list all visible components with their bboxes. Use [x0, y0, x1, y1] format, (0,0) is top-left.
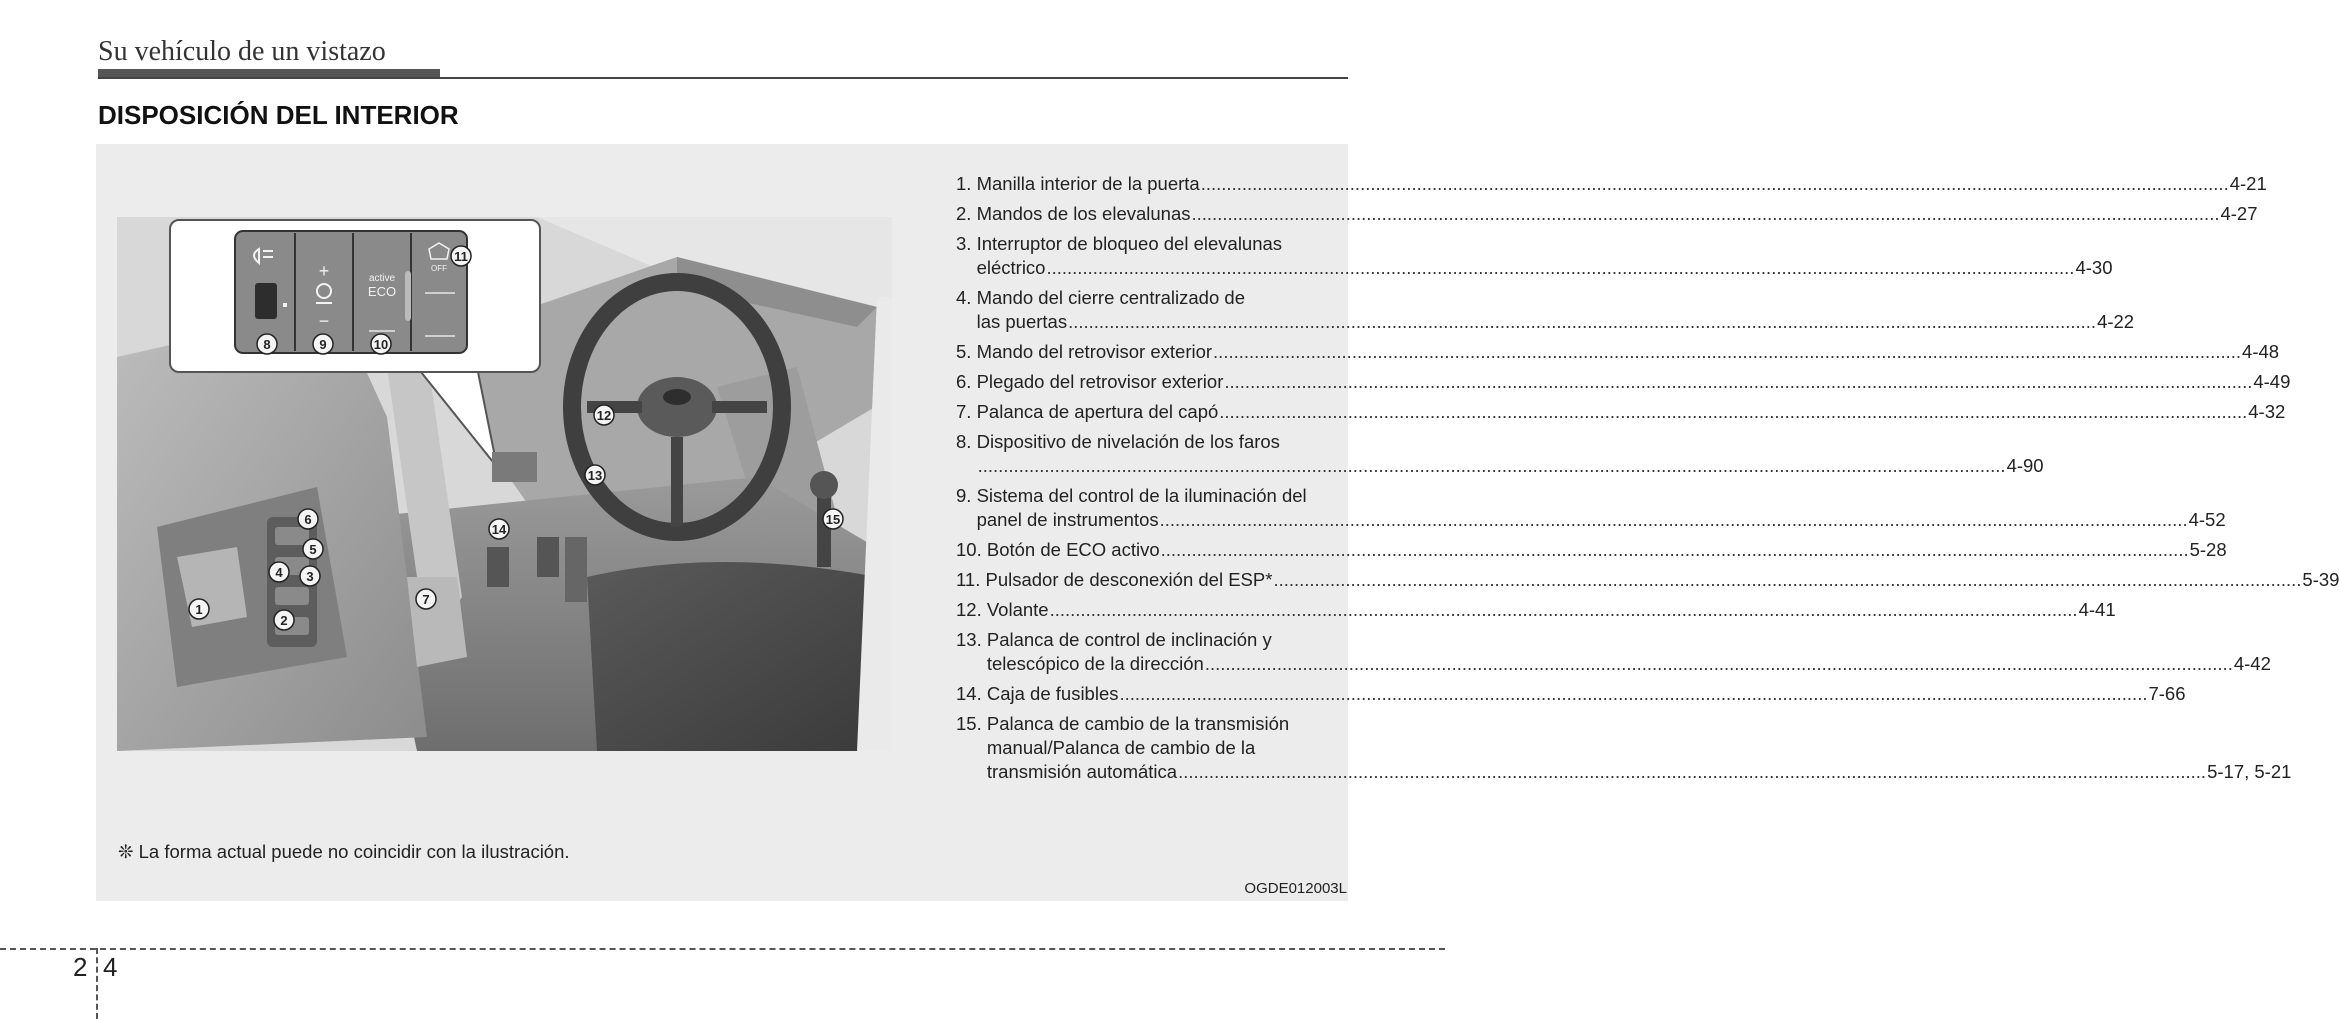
svg-text:13: 13	[587, 468, 603, 483]
legend-item-text: panel de instrumentos	[976, 509, 1159, 530]
legend-item	[956, 340, 2280, 364]
leveling-dial[interactable]	[255, 283, 277, 319]
svg-text:5: 5	[309, 542, 317, 557]
callout-8	[257, 334, 277, 354]
switch-detail-callout	[169, 219, 541, 373]
legend-item-text: Botón de ECO activo	[986, 539, 1160, 560]
leader-dots: ........................................................................................................................................................................................................	[977, 455, 2006, 476]
callout-11	[451, 246, 471, 266]
leader-dots: ........................................................................................................................................................................................................	[1191, 203, 2220, 224]
legend-item-text: Dispositivo de nivelación de los faros	[976, 431, 1280, 452]
legend-item-number: 15.	[956, 713, 987, 734]
callout-4	[269, 562, 289, 582]
legend-item-number: 13.	[956, 629, 987, 650]
footer-dashed-divider	[96, 948, 98, 1019]
leader-dots: ........................................................................................................................................................................................................	[1159, 509, 2188, 530]
svg-text:4: 4	[275, 565, 283, 580]
callout-5	[303, 539, 323, 559]
eco-label: ECO	[367, 284, 397, 299]
svg-text:11: 11	[454, 249, 468, 264]
callout-10	[371, 334, 391, 354]
legend-item-number: 10.	[956, 539, 987, 560]
legend-item-text: Mandos de los elevalunas	[976, 203, 1191, 224]
callout-6	[298, 509, 318, 529]
callout-7	[416, 589, 436, 609]
legend-item	[956, 202, 2258, 226]
legend-item-text: Palanca de control de inclinación y	[986, 629, 1272, 650]
legend-item-number: 1.	[956, 173, 977, 194]
legend-item-page: 4-30	[2075, 257, 2113, 278]
callout-15	[823, 509, 843, 529]
svg-text:10: 10	[373, 337, 389, 352]
illumination-minus-label: −	[318, 311, 330, 331]
legend-item-page: 4-42	[2233, 653, 2271, 674]
switch-panel-drawing	[171, 221, 539, 371]
leader-dots: ........................................................................................................................................................................................................	[1200, 173, 2229, 194]
legend-item-page: 4-48	[2242, 341, 2280, 362]
leader-dots: ........................................................................................................................................................................................................	[1219, 401, 2248, 422]
legend-item-number: 11.	[956, 569, 986, 590]
legend-item	[956, 430, 2044, 478]
legend-item-text: Sistema del control de la iluminación del	[976, 485, 1307, 506]
legend-item-number: 6.	[956, 371, 977, 392]
legend-item-text: telescópico de la dirección	[986, 653, 1204, 674]
legend-item-number: 2.	[956, 203, 977, 224]
svg-text:2: 2	[280, 613, 288, 628]
legend-item-text: transmisión automática	[986, 761, 1178, 782]
legend-item	[956, 484, 2226, 532]
leader-dots: ........................................................................................................................................................................................................	[1273, 569, 2302, 590]
legend-item-text: Volante	[986, 599, 1049, 620]
legend-item-text: Palanca de cambio de la transmisión	[986, 713, 1290, 734]
legend-item-page: 4-41	[2078, 599, 2116, 620]
legend-item-text: eléctrico	[976, 257, 1046, 278]
active-label: active	[368, 273, 396, 284]
callout-13	[585, 465, 605, 485]
legend-item-text: Manilla interior de la puerta	[976, 173, 1200, 194]
callout-2	[274, 610, 294, 630]
legend-item-page: 4-22	[2097, 311, 2135, 332]
legend-item-number: 4.	[956, 287, 977, 308]
svg-text:14: 14	[491, 522, 507, 537]
legend-item-text: Mando del retrovisor exterior	[976, 341, 1213, 362]
legend-item-text: Pulsador de desconexión del ESP*	[985, 569, 1273, 590]
svg-text:3: 3	[306, 569, 314, 584]
leader-dots: ........................................................................................................................................................................................................	[1049, 599, 2078, 620]
legend-item-text: Palanca de apertura del capó	[976, 401, 1219, 422]
legend-item-page: 4-90	[2006, 455, 2044, 476]
svg-text:9: 9	[319, 337, 327, 352]
svg-text:7: 7	[422, 592, 430, 607]
legend-item-number: 9.	[956, 485, 977, 506]
legend-item-number: 7.	[956, 401, 977, 422]
header-rule-thick	[98, 69, 440, 77]
legend-item	[956, 538, 2227, 562]
callout-14	[489, 519, 509, 539]
figure-code: OGDE012003L	[1244, 880, 1347, 897]
legend-item	[956, 172, 2267, 196]
legend-item	[956, 286, 2135, 334]
leader-dots: ........................................................................................................................................................................................................	[1068, 311, 2097, 332]
leader-dots: ........................................................................................................................................................................................................	[1213, 341, 2242, 362]
legend-item-page: 5-28	[2189, 539, 2227, 560]
legend-item	[956, 232, 2113, 280]
legend-item	[956, 712, 2292, 784]
leader-dots: ........................................................................................................................................................................................................	[1119, 683, 2148, 704]
callout-3	[300, 566, 320, 586]
svg-text:8: 8	[263, 337, 271, 352]
svg-text:6: 6	[304, 512, 312, 527]
leader-dots: ........................................................................................................................................................................................................	[1204, 653, 2233, 674]
page-number: 4	[103, 952, 118, 982]
legend-item-text: manual/Palanca de cambio de la	[986, 737, 1256, 758]
legend-item-page: 5-17, 5-21	[2207, 761, 2292, 782]
legend-item-page: 4-32	[2248, 401, 2286, 422]
legend-list	[956, 172, 2339, 790]
legend-item-text: Plegado del retrovisor exterior	[976, 371, 1224, 392]
svg-text:1: 1	[195, 602, 203, 617]
leader-dots: ........................................................................................................................................................................................................	[1224, 371, 2253, 392]
callout-9	[313, 334, 333, 354]
legend-item-text: las puertas	[976, 311, 1068, 332]
leader-dots: ........................................................................................................................................................................................................	[1160, 539, 2189, 560]
legend-item	[956, 568, 2339, 592]
legend-item-number: 14.	[956, 683, 987, 704]
legend-item-page: 4-52	[2188, 509, 2226, 530]
esp-off-label: OFF	[431, 264, 447, 273]
legend-item-page: 7-66	[2148, 683, 2186, 704]
legend-item	[956, 400, 2286, 424]
legend-item	[956, 370, 2291, 394]
chapter-number: 2	[73, 952, 88, 982]
legend-item	[956, 598, 2116, 622]
legend-item-text: Mando del cierre centralizado de	[976, 287, 1245, 308]
legend-item-page: 4-49	[2253, 371, 2291, 392]
legend-item-number: 3.	[956, 233, 977, 254]
page-heading: DISPOSICIÓN DEL INTERIOR	[98, 100, 459, 130]
legend-item-page: 5-39	[2302, 569, 2339, 590]
legend-item-number: 8.	[956, 431, 977, 452]
legend-item-text: Interruptor de bloqueo del elevalunas	[976, 233, 1283, 254]
svg-text:15: 15	[825, 512, 841, 527]
svg-text:12: 12	[596, 408, 612, 423]
leader-dots: ........................................................................................................................................................................................................	[1046, 257, 2075, 278]
header-rule-thin	[98, 77, 1348, 79]
illustration-note: ❊ La forma actual puede no coincidir con la ilustración.	[118, 841, 570, 862]
legend-item-text: Caja de fusibles	[986, 683, 1119, 704]
callout-1	[189, 599, 209, 619]
legend-item-page: 4-21	[2229, 173, 2267, 194]
legend-item-number: 5.	[956, 341, 977, 362]
footer-dashed-rule	[0, 948, 1445, 950]
legend-item	[956, 628, 2271, 676]
legend-item-page: 4-27	[2220, 203, 2258, 224]
section-title: Su vehículo de un vistazo	[98, 36, 386, 67]
legend-item-number: 12.	[956, 599, 987, 620]
legend-item	[956, 682, 2186, 706]
leader-dots: ........................................................................................................................................................................................................	[1178, 761, 2207, 782]
illumination-plus-label: +	[318, 261, 330, 281]
callout-12	[594, 405, 614, 425]
